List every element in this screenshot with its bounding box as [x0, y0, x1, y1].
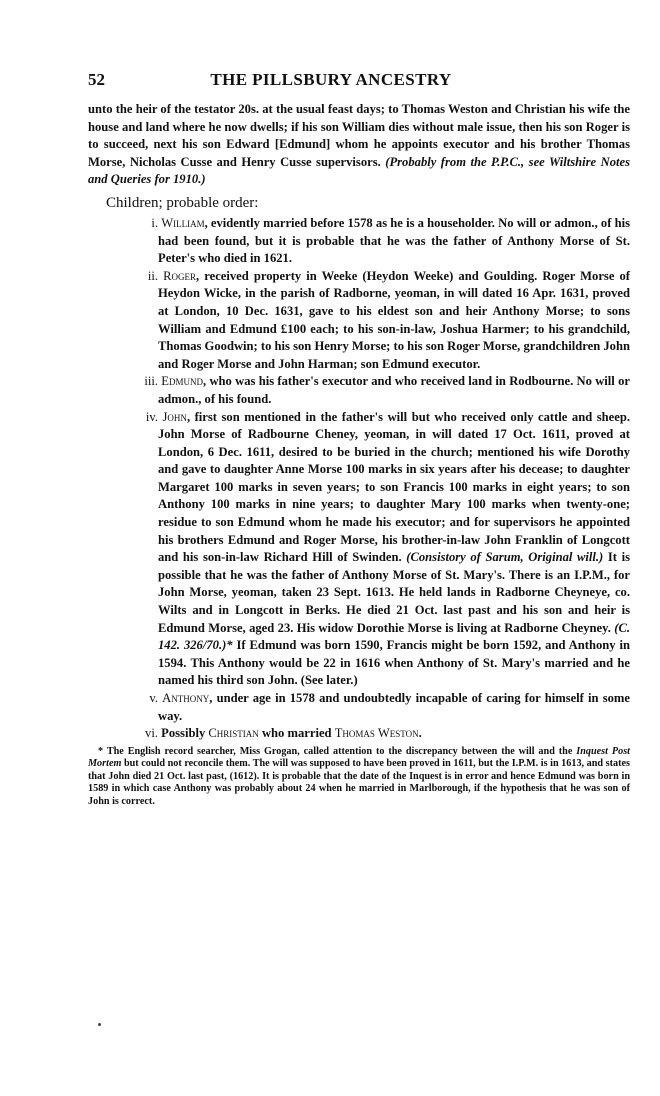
- item-text: who married: [258, 726, 335, 741]
- item-numeral: i.: [151, 215, 158, 230]
- item-numeral: ii.: [147, 268, 158, 283]
- child-name: William: [161, 215, 205, 230]
- page-body: [88, 101, 630, 818]
- intro-text: unto the heir of the testator 20s. at the usual feast days; to Thomas Weston and Christian his wife the house and land where he now dwells; if his son William dies without male issue, then his son Roger is to succeed, next his son Edward [Edmund] whom he appoints executor and his brother Thomas Morse, Nicholas Cusse and Henry Cusse supervisors.: [88, 102, 630, 169]
- item-text: , received property in Weeke (Heydon Weeke) and Goulding. Roger Morse of Heydon Wicke, in the parish of Radborne, yeoman, in will dated 16 Apr. 1631, proved at London, 10 Dec. 1631, gave to his eldest son and heir Anthony Morse; to sons William and Edmund £100 each; to his son-in-law, Joshua Harmer; to his grandchild, Thomas Goodwin; to his son Henry Morse; to his son Roger Morse, grandchildren John and Roger Morse and John Harman; son Edmund executor.: [158, 268, 630, 371]
- item-prefix: Possibly: [161, 726, 209, 741]
- children-list: [88, 215, 630, 743]
- item-text: , evidently married before 1578 as he is a householder. No will or admon., of his had been found, but it is probable that he was the father of Anthony Morse of St. Peter's who died in 1621.: [158, 215, 630, 266]
- item-text: It is possible that he was the father of Anthony Morse of St. Mary's. There is an I.P.M., for John Morse, yeoman, taken 23 Sept. 1613. He held lands in Radborne Cheyneye, co. Wilts and in Longcott in Berks. He died 21 Oct. last past and his son and heir is Edmund Morse, aged 23. His widow Dorothie Morse is living at Radborne Cheyney.: [158, 550, 630, 635]
- item-numeral: v.: [149, 691, 158, 705]
- item-numeral: iv.: [145, 409, 158, 424]
- page-header: [88, 70, 574, 94]
- stray-mark: [98, 1023, 101, 1026]
- spouse-name: Thomas Weston: [334, 726, 419, 741]
- child-name: Anthony: [162, 691, 210, 705]
- list-item: [88, 690, 630, 725]
- item-text: If Edmund was born 1590, Francis might be born 1592, and Anthony in 1594. This Anthony would be 22 in 1616 when Anthony of St. Mary's married and he named his third son John. (See later.): [158, 638, 631, 688]
- intro-source: (Probably from the P.P.C., see Wiltshire Notes and Queries for 1910.): [88, 154, 630, 187]
- item-numeral: iii.: [144, 374, 158, 389]
- child-name: John: [162, 409, 187, 424]
- running-title: THE PILLSBURY ANCESTRY: [210, 70, 452, 89]
- footnote-italic: Inquest Post Mortem: [88, 745, 630, 770]
- footnote-text: * The English record searcher, Miss Grogan, called attention to the discrepancy between the will and the: [98, 745, 577, 757]
- item-citation: (C. 142. 326/70.)*: [158, 620, 630, 653]
- item-text: , first son mentioned in the father's will but who received only cattle and sheep. John Morse of Radbourne Cheney, yeoman, in will dated 17 Oct. 1611, proved at London, 6 Dec. 1611, desired to be buried in the church; mentioned his wife Dorothy and gave to daughter Anne Morse 100 marks in six years after his decease; to daughter Margaret 100 marks in seven years; to son Francis 100 marks in eight years; to son Anthony 100 marks in nine years; to daughter Mary 100 marks when twenty-one; residue to son Edmund whom he made his executor; and for supervisors he appointed his brothers Edmund and Roger Morse, his brother-in-law John Franklin of Longcott and his son-in-law Richard Hill of Swinden.: [158, 409, 630, 565]
- list-item: [88, 409, 630, 691]
- item-numeral: vi.: [145, 726, 158, 741]
- list-item: [88, 373, 630, 408]
- item-text: .: [418, 726, 422, 741]
- page-number: 52: [88, 70, 105, 89]
- section-heading: Children; probable order:: [106, 194, 259, 211]
- item-citation: (Consistory of Sarum, Original will.): [406, 550, 604, 565]
- child-name: Roger: [163, 268, 196, 283]
- footnote: [88, 746, 630, 809]
- item-text: , under age in 1578 and undoubtedly incapable of caring for himself in some way.: [158, 691, 630, 723]
- list-item: [88, 725, 630, 743]
- child-name: Christian: [208, 726, 259, 741]
- list-item: [88, 215, 630, 268]
- intro-paragraph: [88, 101, 630, 189]
- list-item: [88, 268, 630, 374]
- item-text: , who was his father's executor and who received land in Rodbourne. No will or admon., of his found.: [158, 374, 630, 406]
- footnote-text: but could not reconcile them. The will was supposed to have been proved in 1611, but the I.P.M. is in 1613, and states that John died 21 Oct. last past, (1612). It is probable that the date of the Inquest is in error and hence Edmund was born in 1589 in which case Anthony was probably about 24 when he married in Marlborough, if the hypothesis that he was son of John is correct.: [88, 758, 630, 807]
- child-name: Edmund: [161, 374, 203, 389]
